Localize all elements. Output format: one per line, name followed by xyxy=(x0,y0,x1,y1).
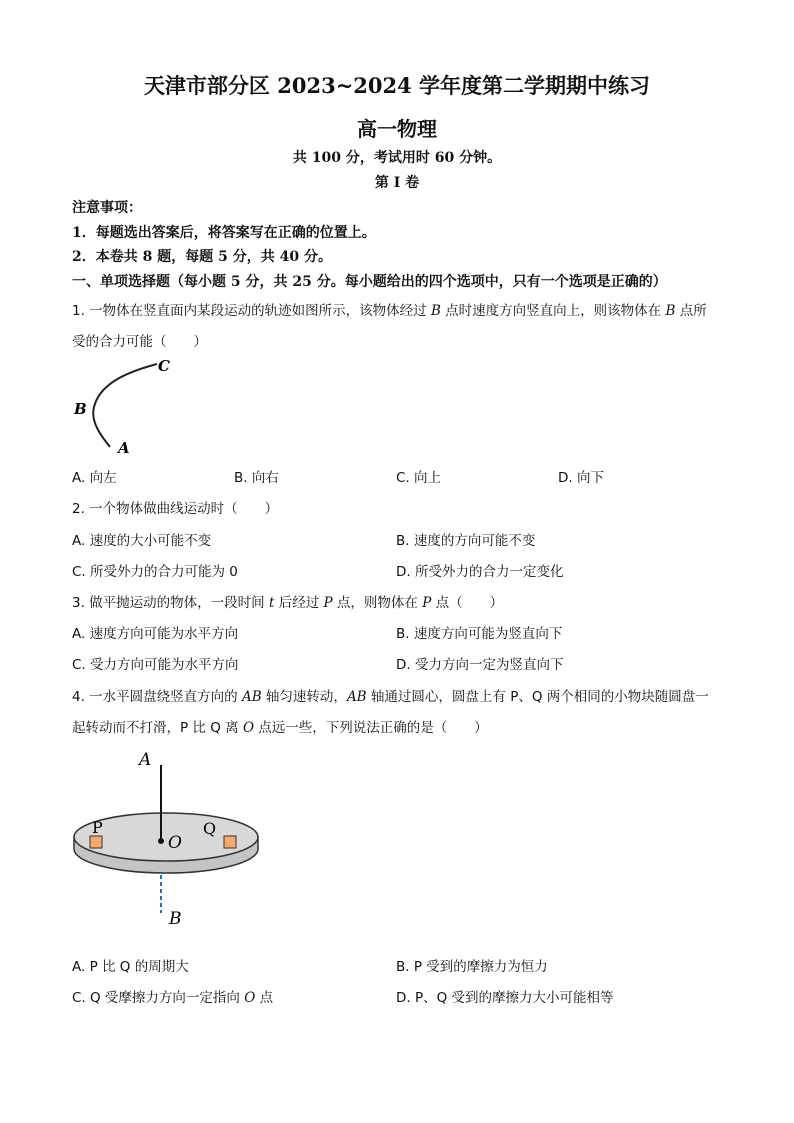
q1-stem-line2: 受的合力可能（ ） xyxy=(72,334,207,350)
subject-title: 高一物理 xyxy=(357,117,437,141)
q1-option-d: D. 向下 xyxy=(558,470,604,486)
block-p-label: P xyxy=(92,818,103,837)
axis-a-label: A xyxy=(139,750,152,770)
point-a-label: A xyxy=(118,439,130,457)
q3-option-d: D. 受力方向一定为竖直向下 xyxy=(396,657,564,673)
q4-disc-figure xyxy=(66,745,266,935)
block-q xyxy=(224,836,236,848)
q4-stem-line1: 4. 一水平圆盘绕竖直方向的 AB 轴匀速转动，AB 轴通过圆心，圆盘上有 P、Q 两个相同的小物块随圆盘一 xyxy=(72,689,709,705)
axis-b-label: B xyxy=(169,909,182,929)
q1-option-b: B. 向右 xyxy=(234,470,279,486)
q2-option-b: B. 速度的方向可能不变 xyxy=(396,533,536,549)
q3-option-a: A. 速度方向可能为水平方向 xyxy=(72,626,239,642)
exam-info: 共 100 分，考试用时 60 分钟。 xyxy=(292,150,502,166)
block-q-label: Q xyxy=(203,819,217,838)
q1-option-c: C. 向上 xyxy=(396,470,442,486)
trajectory-curve xyxy=(93,364,157,447)
q1-stem-line1: 1. 一物体在竖直面内某段运动的轨迹如图所示，该物体经过 B 点时速度方向竖直向上，则该物体在 B 点所 xyxy=(72,303,707,319)
exam-title: 天津市部分区 2023~2024 学年度第二学期期中练习 xyxy=(143,73,651,98)
q1-option-a: A. 向左 xyxy=(72,470,117,486)
section-heading: 一、单项选择题（每小题 5 分，共 25 分。每小题给出的四个选项中，只有一个选项是正确的） xyxy=(72,274,667,290)
q2-option-c: C. 所受外力的合力可能为 0 xyxy=(72,564,238,580)
point-c-label: C xyxy=(158,357,170,375)
center-o-label: O xyxy=(168,833,182,853)
q3-stem: 3. 做平抛运动的物体，一段时间 t 后经过 P 点，则物体在 P 点（ ） xyxy=(72,595,504,611)
block-p xyxy=(90,836,102,848)
note-item-1: 1．每题选出答案后，将答案写在正确的位置上。 xyxy=(72,225,376,241)
q4-stem-line2: 起转动而不打滑，P 比 Q 离 O 点远一些，下列说法正确的是（ ） xyxy=(72,720,488,736)
q2-stem: 2. 一个物体做曲线运动时（ ） xyxy=(72,501,279,517)
q4-option-a: A. P 比 Q 的周期大 xyxy=(72,959,189,975)
q4-option-c: C. Q 受摩擦力方向一定指向 O 点 xyxy=(72,990,274,1006)
point-b-label: B xyxy=(74,400,87,418)
center-point xyxy=(158,838,164,844)
q2-option-a: A. 速度的大小可能不变 xyxy=(72,533,212,549)
q3-option-b: B. 速度方向可能为竖直向下 xyxy=(396,626,563,642)
q4-option-d: D. P、Q 受到的摩擦力大小可能相等 xyxy=(396,990,614,1006)
q4-option-b: B. P 受到的摩擦力为恒力 xyxy=(396,959,548,975)
notes-heading: 注意事项： xyxy=(72,200,142,216)
volume-label: 第 I 卷 xyxy=(374,175,420,191)
q1-trajectory-figure xyxy=(64,352,194,462)
q2-option-d: D. 所受外力的合力一定变化 xyxy=(396,564,564,580)
q3-option-c: C. 受力方向可能为水平方向 xyxy=(72,657,239,673)
note-item-2: 2．本卷共 8 题，每题 5 分，共 40 分。 xyxy=(72,249,332,265)
